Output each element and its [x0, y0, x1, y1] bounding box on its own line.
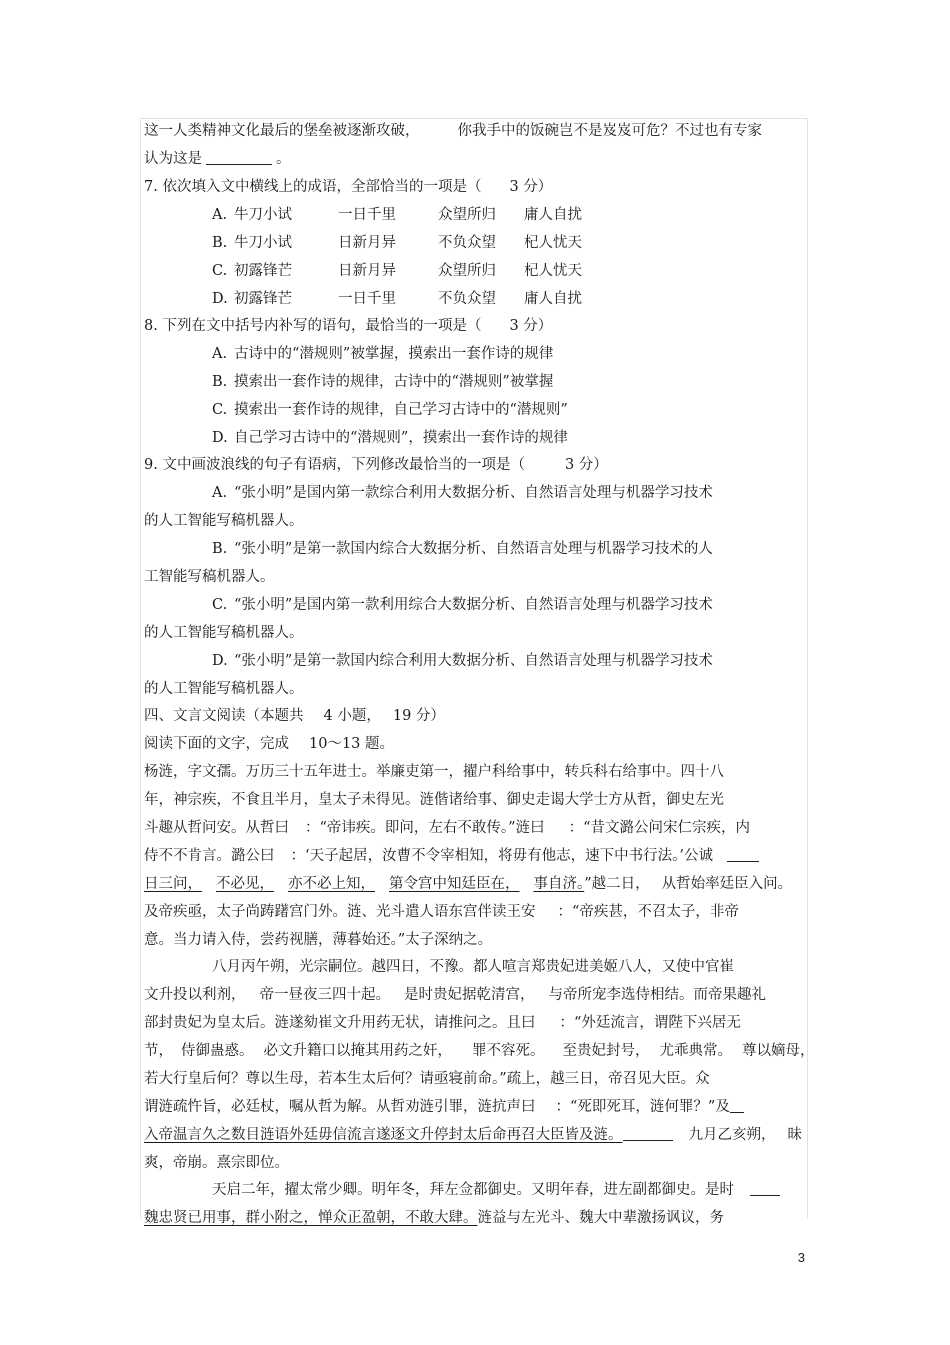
q7-option-b[interactable]	[212, 233, 582, 253]
q9-option-c[interactable]	[212, 595, 713, 615]
option-text: 自己学习古诗中的“潜规则”，摸索出一套作诗的规律	[234, 430, 568, 446]
q9-option-a-cont	[144, 511, 304, 531]
option-letter: B.	[212, 541, 228, 557]
underline	[750, 1181, 780, 1196]
option-text: 摸索出一套作诗的规律，自己学习古诗中的“潜规则”	[234, 402, 568, 418]
text: 侍御蛊惑。	[181, 1043, 254, 1059]
q7-option-c[interactable]	[212, 261, 582, 281]
text: 文升投以利剂，	[144, 987, 246, 1003]
text: 从哲始率廷臣入问。	[661, 876, 793, 892]
option-cell: 初露锋芒	[234, 263, 292, 279]
text: 若大行皇后何？尊以生母，若本生太后何？请亟寝前命。”疏上，越三日，帝召见大臣。众	[144, 1071, 710, 1087]
option-text: “张小明”是第一款国内综合利用大数据分析、自然语言处理与机器学习技术	[234, 653, 713, 669]
q7-option-a[interactable]	[212, 205, 582, 225]
option-cell: 初露锋芒	[234, 291, 292, 307]
text: 谓涟疏忤旨，必廷杖，嘱从哲为解。从哲劝涟引罪，涟抗声曰	[144, 1099, 536, 1115]
option-letter: B.	[212, 235, 228, 251]
underlined-sentence: 事自济。	[533, 876, 585, 892]
text: 4 小题，	[323, 708, 381, 724]
text: 部封贵妃为皇太后。涟遂劾崔文升用药无状，请推问之。且曰	[144, 1015, 536, 1031]
text: 年，神宗疾，不食且半月，皇太子未得见。涟偕诸给事、御史走谒大学士方从哲，御史左光	[144, 792, 724, 808]
text: 。	[276, 151, 291, 167]
text: 节，	[144, 1043, 173, 1059]
passage-line	[144, 1208, 724, 1228]
option-text: 的人工智能写稿机器人。	[144, 625, 304, 641]
option-text: 古诗中的“潜规则”被掌握，摸索出一套作诗的规律	[234, 346, 554, 362]
text: 至贵妃封号，	[562, 1043, 650, 1059]
question-text: 9. 文中画波浪线的句子有语病，下列修改最恰当的一项是（	[144, 457, 525, 473]
q7-option-d[interactable]	[212, 289, 582, 309]
underlined-sentence: 日三问，	[144, 876, 202, 892]
text: 及帝疾亟，太子尚踌躇宫门外。涟、光斗遣人语东宫伴读王安	[144, 904, 536, 920]
passage-line	[144, 1097, 744, 1117]
option-cell: 一日千里	[338, 291, 396, 307]
option-letter: A.	[212, 207, 228, 223]
q8-option-b[interactable]	[212, 372, 553, 392]
option-cell: 庸人自扰	[524, 207, 582, 223]
q9-option-d[interactable]	[212, 651, 713, 671]
text: 杨涟，字文孺。万历三十五年进士。举廉吏第一，擢户科给事中，转兵科右给事中。四十八	[144, 764, 724, 780]
option-text: 摸索出一套作诗的规律，古诗中的“潜规则”被掌握	[234, 374, 554, 390]
text: 八月丙午朔，光宗嗣位。越四日，不豫。都人喧言郑贵妃进美姬八人，又使中官崔	[212, 959, 734, 975]
passage-line	[144, 874, 792, 894]
text: ：“昔文潞公问宋仁宗疾，内	[568, 820, 750, 836]
text: 涟益与左光斗、魏大中辈激扬讽议，务	[477, 1210, 724, 1226]
option-letter: C.	[212, 263, 228, 279]
passage-line	[144, 846, 759, 866]
section-instruction	[144, 734, 394, 754]
passage-line	[144, 762, 724, 782]
question-text: 8. 下列在文中括号内补写的语句，最恰当的一项是（	[144, 318, 482, 334]
option-text: 的人工智能写稿机器人。	[144, 681, 304, 697]
q9-option-b-cont	[144, 567, 275, 587]
q8-stem	[144, 316, 552, 336]
q8-option-c[interactable]	[212, 400, 568, 420]
option-cell: 一日千里	[338, 207, 396, 223]
passage-line	[144, 818, 750, 838]
text: 天启二年，擢太常少卿。明年冬，拜左佥都御史。又明年春，进左副都御史。是时	[212, 1182, 734, 1198]
wavy-underline	[727, 847, 759, 862]
q9-stem	[144, 455, 608, 475]
text: 你我手中的饭碗岂不是岌岌可危？不过也有专家	[457, 123, 762, 139]
text: 10～13 题。	[309, 736, 395, 752]
text: ：“外廷流言，谓陛下兴居无	[559, 1015, 741, 1031]
text: 意。当力请入侍，尝药视膳，薄暮始还。”太子深纳之。	[144, 932, 493, 948]
passage-line	[144, 1125, 802, 1145]
text: 阅读下面的文字，完成	[144, 736, 289, 752]
q9-option-a[interactable]	[212, 483, 713, 503]
wavy-underline	[730, 1098, 744, 1113]
option-letter: D.	[212, 653, 228, 669]
q8-option-a[interactable]	[212, 344, 553, 364]
passage-line	[144, 790, 724, 810]
text: 爽，帝崩。熹宗即位。	[144, 1155, 289, 1171]
score: 3 分）	[509, 318, 553, 334]
passage-line	[212, 1180, 780, 1200]
text: 必文升籍口以掩其用药之奸，	[263, 1043, 452, 1059]
q9-option-b[interactable]	[212, 539, 713, 559]
option-text: “张小明”是国内第一款利用综合大数据分析、自然语言处理与机器学习技术	[234, 597, 713, 613]
text: ：“帝讳疾。即问，左右不敢传。”涟曰	[305, 820, 545, 836]
text: ”越二日，	[584, 876, 650, 892]
passage-line	[144, 1041, 815, 1061]
passage-line	[212, 957, 734, 977]
underlined-sentence: 魏忠贤已用事，群小附之，惮众正盈朝，不敢大肆。	[144, 1210, 478, 1226]
option-text: 工智能写稿机器人。	[144, 569, 275, 585]
passage-line	[144, 1069, 710, 1089]
text: ：‘天子起居，汝曹不令宰相知，将毋有他志，速下中书行法。’公诚	[290, 848, 713, 864]
text: 侍不不肯言。潞公曰	[144, 848, 275, 864]
option-cell: 杞人忧天	[524, 235, 582, 251]
wavy-underlined-sentence: 入帝温言久之数目涟语外廷毋信流言遂逐文升停封太后命再召大臣皆及涟。	[144, 1127, 623, 1143]
text: 尤乖典常。	[659, 1043, 732, 1059]
q9-option-c-cont	[144, 623, 304, 643]
option-letter: B.	[212, 374, 228, 390]
passage-line	[144, 1013, 741, 1033]
text: 四、文言文阅读（本题共	[144, 708, 304, 724]
underlined-sentence: 第令宫中知廷臣在，	[389, 876, 520, 892]
score: 3 分）	[509, 179, 553, 195]
option-cell: 庸人自扰	[524, 291, 582, 307]
option-cell: 不负众望	[438, 291, 496, 307]
option-cell: 日新月异	[338, 263, 396, 279]
passage-line	[144, 985, 766, 1005]
text: 昧	[787, 1127, 802, 1143]
option-letter: A.	[212, 346, 228, 362]
text: 19 分）	[392, 708, 445, 724]
option-cell: 日新月异	[338, 235, 396, 251]
wavy-underline	[623, 1126, 673, 1141]
option-cell: 不负众望	[438, 235, 496, 251]
text: 斗趣从哲问安。从哲曰	[144, 820, 289, 836]
question-text: 7. 依次填入文中横线上的成语，全部恰当的一项是（	[144, 179, 482, 195]
answer-blank	[206, 150, 272, 165]
q7-stem	[144, 177, 552, 197]
section-title	[144, 706, 445, 726]
option-cell: 牛刀小试	[234, 207, 292, 223]
option-text: “张小明”是第一款国内综合大数据分析、自然语言处理与机器学习技术的人	[234, 541, 713, 557]
text: 认为这是	[144, 151, 202, 167]
option-cell: 牛刀小试	[234, 235, 292, 251]
option-letter: C.	[212, 597, 228, 613]
option-letter: D.	[212, 291, 228, 307]
option-cell: 众望所归	[438, 263, 496, 279]
option-cell: 杞人忧天	[524, 263, 582, 279]
text: 九月乙亥朔，	[688, 1127, 776, 1143]
underlined-sentence: 亦不必上知，	[288, 876, 375, 892]
text: 这一人类精神文化最后的堡垒被逐渐攻破，	[144, 123, 420, 139]
passage-line	[144, 902, 739, 922]
intro-line-1	[144, 121, 762, 141]
option-text: 的人工智能写稿机器人。	[144, 513, 304, 529]
option-letter: C.	[212, 402, 228, 418]
score: 3 分）	[564, 457, 608, 473]
q9-option-d-cont	[144, 679, 304, 699]
option-letter: A.	[212, 485, 228, 501]
underlined-sentence: 不必见，	[216, 876, 274, 892]
option-letter: D.	[212, 430, 228, 446]
text: 是时贵妃据乾清宫，	[404, 987, 535, 1003]
text: 帝一昼夜三四十起。	[259, 987, 390, 1003]
page-number: 3	[797, 1250, 805, 1265]
text: 尊以嫡母，	[742, 1043, 815, 1059]
intro-line-2	[144, 149, 291, 169]
passage-line	[144, 930, 492, 950]
passage-line	[144, 1153, 289, 1173]
text: ：“帝疾甚，不召太子，非帝	[557, 904, 739, 920]
text: 罪不容死。	[472, 1043, 545, 1059]
text: ：“死即死耳，涟何罪？”及	[555, 1099, 730, 1115]
option-text: “张小明”是国内第一款综合利用大数据分析、自然语言处理与机器学习技术	[234, 485, 713, 501]
text: 与帝所宠李选侍相结。而帝果趣礼	[548, 987, 766, 1003]
q8-option-d[interactable]	[212, 428, 568, 448]
option-cell: 众望所归	[438, 207, 496, 223]
